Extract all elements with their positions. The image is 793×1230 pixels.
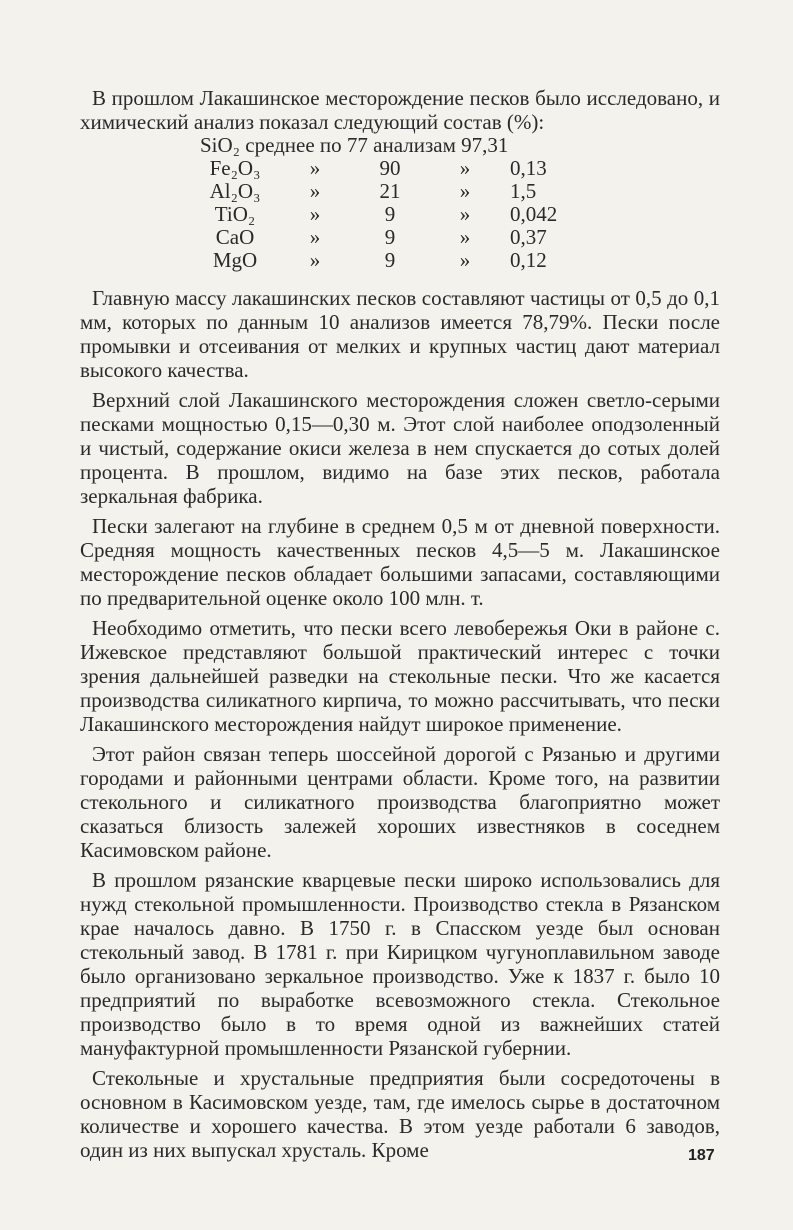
composition-header: SiO₂ среднее по 77 анализам 97,31 [200, 133, 509, 157]
paragraph: Этот район связан теперь шоссейной дорогой с Рязанью и другими городами и районными центрами области. Кроме того, на развитии стекольного и силикатного производства благоприятно может сказаться близость залежей хороших известняков в соседнем Касимовском районе. [80, 742, 720, 862]
composition-row [200, 180, 600, 203]
analysis-count: 9 [384, 248, 396, 272]
ditto-mark: » [459, 156, 471, 180]
ditto-mark: » [459, 225, 471, 249]
oxide-name: Al₂O₃ [209, 179, 261, 203]
analysis-count: 9 [384, 225, 396, 249]
ditto-mark: » [309, 202, 321, 226]
ditto-mark: » [459, 248, 471, 272]
oxide-name: Fe₂O₃ [209, 156, 261, 180]
oxide-name: MgO [212, 248, 258, 272]
oxide-name: CaO [215, 225, 255, 249]
ditto-mark: » [309, 225, 321, 249]
oxide-value: 1,5 [510, 179, 537, 203]
analysis-count: 90 [379, 156, 401, 180]
ditto-mark: » [459, 179, 471, 203]
paragraph: Стекольные и хрустальные предприятия были сосредоточены в основном в Касимовском уезде, там, где имелось сырье в достаточном количестве и хорошего качества. В этом уезде работали 6 заводов, один из них выпускал хрусталь. Кроме [80, 1066, 720, 1162]
composition-row [200, 226, 600, 249]
paragraph: Необходимо отметить, что пески всего левобережья Оки в районе с. Ижевское представляют большой практический интерес с точки зрения дальнейшей разведки на стекольные пески. Что же касается производства силикатного кирпича, то можно рассчитывать, что пески Лакашинского месторождения найдут широкое применение. [80, 616, 720, 736]
oxide-name: TiO₂ [214, 202, 256, 226]
ditto-mark: » [459, 202, 471, 226]
intro-paragraph: В прошлом Лакашинское месторождение песков было исследовано, и химический анализ показал следующий состав (%): [80, 86, 720, 134]
oxide-value: 0,37 [510, 225, 547, 249]
ditto-mark: » [309, 156, 321, 180]
oxide-value: 0,042 [510, 202, 558, 226]
paragraph: В прошлом рязанские кварцевые пески широко использовались для нужд стекольной промышленности. Производство стекла в Рязанском крае началось давно. В 1750 г. в Спасском уезде был основан стекольный завод. В 1781 г. при Кирицком чугуноплавильном заводе было организовано зеркальное производство. Уже к 1837 г. было 10 предприятий по выработке всевозможного стекла. Стекольное производство было в то время одной из важнейших статей мануфактурной промышленности Рязанской губернии. [80, 868, 720, 1060]
paragraph: Главную массу лакашинских песков составляют частицы от 0,5 до 0,1 мм, которых по данным 10 анализов имеется 78,79%. Пески после промывки и отсеивания от мелких и крупных частиц дают материал высокого качества. [80, 286, 720, 382]
composition-row [200, 157, 600, 180]
oxide-value: 0,12 [510, 248, 547, 272]
ditto-mark: » [309, 248, 321, 272]
oxide-value: 0,13 [510, 156, 547, 180]
document-page [80, 86, 720, 1162]
paragraph: Пески залегают на глубине в среднем 0,5 м от дневной поверхности. Средняя мощность качественных песков 4,5—5 м. Лакашинское месторождение песков обладает большими запасами, составляющими по предварительной оценке около 100 млн. т. [80, 514, 720, 610]
composition-table [200, 134, 600, 272]
paragraph: Верхний слой Лакашинского месторождения сложен светло-серыми песками мощностью 0,15—0,30 м. Этот слой наиболее оподзоленный и чистый, содержание окиси железа в нем спускается до сотых долей процента. В прошлом, видимо на базе этих песков, работала зеркальная фабрика. [80, 388, 720, 508]
page-number: 187 [688, 1147, 715, 1164]
ditto-mark: » [309, 179, 321, 203]
analysis-count: 9 [384, 202, 396, 226]
composition-row [200, 203, 600, 226]
composition-header-row [200, 134, 600, 157]
analysis-count: 21 [379, 179, 401, 203]
composition-row [200, 249, 600, 272]
